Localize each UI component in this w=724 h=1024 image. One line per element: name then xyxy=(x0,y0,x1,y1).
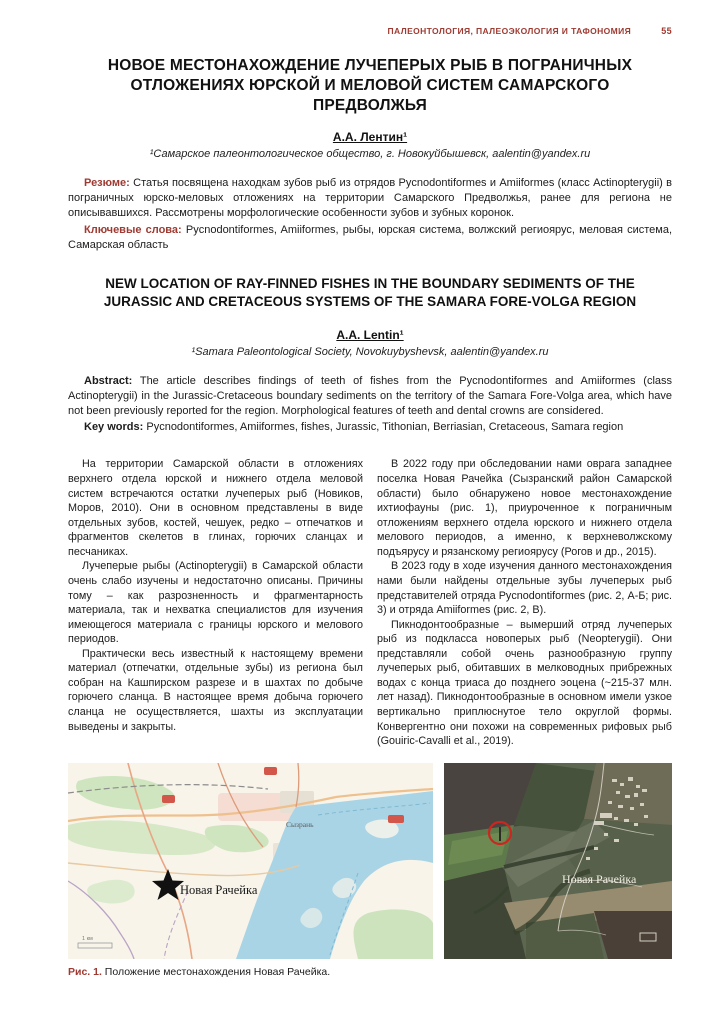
street-map-location-label: Новая Рачейка xyxy=(180,882,258,897)
keywords-label-english: Key words: xyxy=(84,421,144,434)
body-paragraph: Пикнодонтообразные – вымерший отряд лучеперых рыб из подкласса новоперых рыб (Neopterygii). Они представляли собой очень разнообразную группу лучеперых рыб, обитавших в мелководных прибрежных водах с конца триаса до позднего эоцена (~215-37 млн. лет назад). Пикнодонтообразные в основном имели узкое вертикально приплюснутое тело округлой формы. Конвергентно они похожи на современных рифовых рыб (Gouiric-Cavalli et al., 2019). xyxy=(377,618,672,748)
street-map-image xyxy=(68,763,433,959)
keywords-text-russian: Pycnodontiformes, Amiiformes, рыбы, юрская система, волжский региоярус, меловая система, Самарская область xyxy=(68,224,672,252)
city-label: Сызрань xyxy=(286,819,314,829)
figure-caption-label: Рис. 1. xyxy=(68,965,102,978)
running-title: ПАЛЕОНТОЛОГИЯ, ПАЛЕОЭКОЛОГИЯ И ТАФОНОМИЯ xyxy=(387,26,632,36)
figure-1 xyxy=(68,763,672,959)
author-russian: А.А. Лентин¹ xyxy=(332,130,408,145)
road-badge-icon xyxy=(264,767,277,775)
title-russian: НОВОЕ МЕСТОНАХОЖДЕНИЕ ЛУЧЕПЕРЫХ РЫБ В ПОГРАНИЧНЫХ ОТЛОЖЕНИЯХ ЮРСКОЙ И МЕЛОВОЙ СИСТЕМ САМАРСКОГО ПРЕДВОЛЖЬЯ xyxy=(107,57,633,115)
figure-caption xyxy=(68,966,672,978)
affiliation-english: ¹Samara Paleontological Society, Novokuybyshevsk, aalentin@yandex.ru xyxy=(191,345,549,358)
body-column-right xyxy=(377,457,672,748)
abstract-russian xyxy=(68,176,672,221)
satellite-location-label: Новая Рачейка xyxy=(562,871,637,886)
body-columns xyxy=(68,457,672,748)
road-badge-icon xyxy=(162,795,175,803)
body-column-left xyxy=(68,457,363,748)
keywords-label-russian: Ключевые слова: xyxy=(84,224,182,237)
abstract-label-english: Abstract: xyxy=(84,374,133,387)
keywords-russian xyxy=(68,223,672,253)
affiliation-russian: ¹Самарское палеонтологическое общество, г. Новокуйбышевск, aalentin@yandex.ru xyxy=(149,148,591,161)
body-paragraph: На территории Самарской области в отложениях верхнего отдела юрской и нижнего отдела меловой систем встречаются остатки лучеперых рыб (Новиков, Моров, 2010). Они в основном представлены в виде отдельных зубов, костей, чешуек, редко – отпечатков и фрагментов скелетов в глинах, горючих сланцах и песчаниках. xyxy=(68,458,363,558)
street-map-graphic xyxy=(68,763,433,959)
body-paragraph: Практически весь известный к настоящему времени материал (отпечатки, отдельные зубы) из региона был собран на Кашпирском разрезе и в шахтах по добыче горючего сланца. В настоящее время добыча горючего сланца не осуществляется, шахты из эксплуатации выведены и закрыты. xyxy=(68,647,363,733)
road-badge-icon xyxy=(388,815,404,823)
abstract-label-russian: Резюме: xyxy=(84,177,130,190)
page-number: 55 xyxy=(661,26,672,36)
body-paragraph: Лучеперые рыбы (Actinopterygii) в Самарской области очень слабо изучены и недостаточно описаны. Причины тому – как разрозненность и фрагментарность материала, так и нехватка специалистов для изучения имеющегося материала с границы юрского и мелового периодов. xyxy=(68,560,363,646)
keywords-text-english: Pycnodontiformes, Amiiformes, fishes, Jurassic, Tithonian, Berriasian, Cretaceous, Samara region xyxy=(146,421,624,434)
author-english: A.A. Lentin¹ xyxy=(336,327,404,342)
running-head xyxy=(68,26,672,36)
title-english: NEW LOCATION OF RAY-FINNED FISHES IN THE BOUNDARY SEDIMENTS OF THE JURASSIC AND CRETACEOUS SYSTEMS OF THE SAMARA FORE-VOLGA REGION xyxy=(103,276,637,310)
scale-bar-label: 1 км xyxy=(82,935,93,942)
body-paragraph: В 2023 году в ходе изучения данного местонахождения нами были найдены отдельные зубы лучеперых рыб представителей отряда Pycnodontiformes (рис. 2, А-Б; рис. 3) и отряда Amiiformes (рис. 2, В). xyxy=(377,560,672,617)
keywords-english xyxy=(68,420,672,435)
figure-caption-text: Положение местонахождения Новая Рачейка. xyxy=(101,965,331,978)
abstract-text-english: The article describes findings of teeth of fishes from the Pycnodontiformes and Amiiformes (class Actinopterygii) in the Jurassic-Cretaceous boundary sediments on the territory of the Samara Fore-Volga area, which have not been previously reported for the region. Morphological features of teeth and dental crowns are considered. xyxy=(68,374,672,417)
abstract-text-russian: Статья посвящена находкам зубов рыб из отрядов Pycnodontiformes и Amiiformes (класс Actinopterygii) в пограничных юрско-меловых отложениях на территории Самарского Предволжья, ранее для региона не описывавшихся. Рассмотрены морфологические особенности зубов и зубных коронок. xyxy=(68,177,672,220)
body-paragraph: В 2022 году при обследовании нами оврага западнее поселка Новая Рачейка (Сызранский район Самарской области) было обнаружено новое местонахождение ихтиофауны (рис. 1), приуроченное к пограничным отложениям верхнего отдела юрского и нижнего отдела мелового периодов, а именно, к верхневолжскому подъярусу и рязанскому региоярусу (Рогов и др., 2015). xyxy=(377,458,672,558)
satellite-map-image xyxy=(444,763,672,959)
satellite-map-graphic xyxy=(444,763,672,959)
abstract-english xyxy=(68,374,672,419)
